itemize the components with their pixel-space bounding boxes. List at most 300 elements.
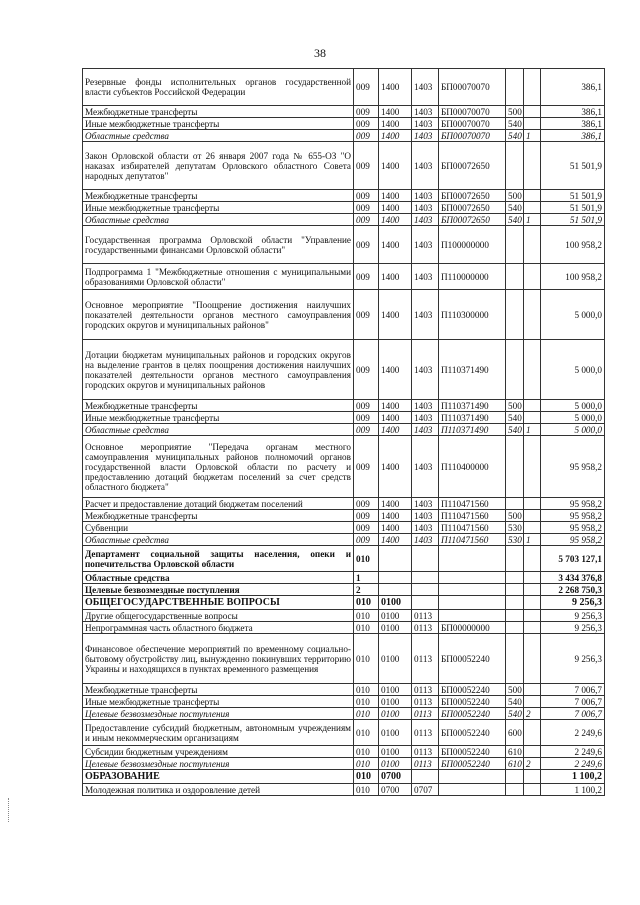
table-row: [83, 400, 605, 412]
row-section: 1400: [379, 290, 412, 340]
row-name: Подпрограмма 1 "Межбюджетные отношения с муниципальными образованиями Орловской области": [83, 264, 354, 290]
row-name: Иные межбюджетные трансферты: [83, 118, 354, 130]
row-section: 1400: [379, 522, 412, 534]
row-target-article: П110371490: [439, 400, 506, 412]
row-subsection: [412, 584, 439, 596]
table-row: [83, 436, 605, 498]
row-subsection: 1403: [412, 130, 439, 142]
row-source: [524, 770, 541, 784]
table-row: [83, 202, 605, 214]
row-amount: 1 100,2: [541, 770, 605, 784]
row-source: [524, 572, 541, 584]
row-section: 0700: [379, 784, 412, 796]
row-expense-type: [506, 226, 524, 264]
row-expense-type: 500: [506, 684, 524, 696]
row-expense-type: 530: [506, 522, 524, 534]
table-row: [83, 684, 605, 696]
table-row: [83, 190, 605, 202]
row-subsection: 0707: [412, 784, 439, 796]
row-source: 1: [524, 130, 541, 142]
row-name: Областные средства: [83, 572, 354, 584]
row-source: [524, 412, 541, 424]
table-row: [83, 106, 605, 118]
table-row: [83, 610, 605, 622]
row-section: 1400: [379, 436, 412, 498]
row-source: [524, 498, 541, 510]
row-target-article: БП00000000: [439, 622, 506, 634]
row-source: [524, 106, 541, 118]
row-target-article: [439, 770, 506, 784]
row-source: [524, 610, 541, 622]
row-target-article: П110300000: [439, 290, 506, 340]
row-source: 2: [524, 758, 541, 770]
row-target-article: [439, 784, 506, 796]
row-section: 0700: [379, 770, 412, 784]
row-amount: 51 501,9: [541, 190, 605, 202]
row-target-article: П110471560: [439, 498, 506, 510]
row-expense-type: 540: [506, 412, 524, 424]
table-row: [83, 424, 605, 436]
row-code: 010: [354, 596, 379, 610]
row-amount: 7 006,7: [541, 696, 605, 708]
table-row: [83, 596, 605, 610]
page-number: 38: [314, 46, 326, 60]
row-target-article: П110371490: [439, 340, 506, 400]
row-amount: 5 000,0: [541, 340, 605, 400]
row-code: 009: [354, 400, 379, 412]
row-section: 1400: [379, 214, 412, 226]
row-amount: 5 000,0: [541, 400, 605, 412]
row-code: 010: [354, 746, 379, 758]
row-section: 0100: [379, 634, 412, 684]
row-target-article: БП00070070: [439, 130, 506, 142]
row-name: Иные межбюджетные трансферты: [83, 202, 354, 214]
row-expense-type: [506, 634, 524, 684]
table-row: [83, 622, 605, 634]
row-section: 0100: [379, 758, 412, 770]
row-subsection: 1403: [412, 142, 439, 190]
row-subsection: 1403: [412, 264, 439, 290]
row-section: 1400: [379, 510, 412, 522]
row-section: 1400: [379, 264, 412, 290]
row-source: 1: [524, 214, 541, 226]
row-amount: 51 501,9: [541, 142, 605, 190]
row-amount: 386,1: [541, 69, 605, 106]
table-row: [83, 572, 605, 584]
row-subsection: 0113: [412, 610, 439, 622]
table-row: [83, 340, 605, 400]
row-section: 1400: [379, 142, 412, 190]
table-row: [83, 634, 605, 684]
row-expense-type: [506, 264, 524, 290]
row-name: Иные межбюджетные трансферты: [83, 696, 354, 708]
table-row: [83, 770, 605, 784]
row-expense-type: 540: [506, 696, 524, 708]
row-section: [379, 584, 412, 596]
row-target-article: БП00052240: [439, 696, 506, 708]
row-target-article: П110471560: [439, 510, 506, 522]
row-section: 1400: [379, 340, 412, 400]
row-name: Закон Орловской области от 26 января 2007 года № 655-ОЗ "О наказах избирателей депутатам Орловского областного Совета народных депутатов": [83, 142, 354, 190]
row-subsection: 0113: [412, 634, 439, 684]
row-section: 1400: [379, 69, 412, 106]
row-source: [524, 118, 541, 130]
row-amount: 2 249,6: [541, 758, 605, 770]
row-subsection: 0113: [412, 696, 439, 708]
row-code: 009: [354, 142, 379, 190]
row-target-article: [439, 546, 506, 572]
margin-mark: [8, 798, 11, 822]
row-name: Областные средства: [83, 130, 354, 142]
row-source: [524, 522, 541, 534]
row-expense-type: [506, 784, 524, 796]
row-code: 010: [354, 758, 379, 770]
row-name: Субвенции: [83, 522, 354, 534]
row-code: 009: [354, 436, 379, 498]
table-row: [83, 226, 605, 264]
row-name: Государственная программа Орловской области "Управление государственными финансами Орловской области": [83, 226, 354, 264]
row-subsection: 1403: [412, 106, 439, 118]
row-source: [524, 226, 541, 264]
row-section: 1400: [379, 106, 412, 118]
row-name: Межбюджетные трансферты: [83, 400, 354, 412]
row-section: 0100: [379, 696, 412, 708]
row-target-article: П110371490: [439, 412, 506, 424]
row-expense-type: [506, 622, 524, 634]
row-subsection: 1403: [412, 510, 439, 522]
row-name: ОБЩЕГОСУДАРСТВЕННЫЕ ВОПРОСЫ: [83, 596, 354, 610]
row-target-article: БП00052240: [439, 708, 506, 720]
row-code: 009: [354, 340, 379, 400]
row-source: [524, 436, 541, 498]
row-expense-type: [506, 142, 524, 190]
row-expense-type: 600: [506, 720, 524, 746]
row-code: 010: [354, 634, 379, 684]
row-section: 0100: [379, 684, 412, 696]
row-section: 1400: [379, 412, 412, 424]
row-expense-type: 500: [506, 106, 524, 118]
row-name: Основное мероприятие "Поощрение достижения наилучших показателей деятельности органов местного самоуправления городских округов и муниципальных районов": [83, 290, 354, 340]
table-row: [83, 746, 605, 758]
row-section: 0100: [379, 746, 412, 758]
row-expense-type: [506, 290, 524, 340]
row-code: 2: [354, 584, 379, 596]
row-source: [524, 546, 541, 572]
row-section: 0100: [379, 596, 412, 610]
row-expense-type: [506, 596, 524, 610]
row-name: Молодежная политика и оздоровление детей: [83, 784, 354, 796]
row-source: [524, 596, 541, 610]
row-amount: 5 000,0: [541, 412, 605, 424]
row-name: Целевые безвозмездные поступления: [83, 584, 354, 596]
row-amount: 51 501,9: [541, 202, 605, 214]
row-expense-type: 540: [506, 214, 524, 226]
row-name: Расчет и предоставление дотаций бюджетам поселений: [83, 498, 354, 510]
row-expense-type: 500: [506, 190, 524, 202]
row-name: Непрограммная часть областного бюджета: [83, 622, 354, 634]
row-section: 0100: [379, 622, 412, 634]
row-expense-type: [506, 498, 524, 510]
row-expense-type: [506, 69, 524, 106]
row-subsection: 1403: [412, 202, 439, 214]
row-subsection: 1403: [412, 290, 439, 340]
row-name: Дотации бюджетам муниципальных районов и городских округов на выделение грантов в целях поощрения достижения наилучших показателей деятельности органов местного самоуправления городских округов и муниципальных районов: [83, 340, 354, 400]
row-subsection: 0113: [412, 746, 439, 758]
row-target-article: БП00070070: [439, 118, 506, 130]
row-target-article: БП00072650: [439, 202, 506, 214]
budget-table: [82, 68, 605, 796]
row-code: 010: [354, 546, 379, 572]
row-name: Департамент социальной защиты населения, опеки и попечительства Орловской области: [83, 546, 354, 572]
row-amount: 95 958,2: [541, 510, 605, 522]
row-name: Межбюджетные трансферты: [83, 190, 354, 202]
row-name: Целевые безвозмездные поступления: [83, 708, 354, 720]
row-amount: 3 434 376,8: [541, 572, 605, 584]
row-section: 1400: [379, 226, 412, 264]
row-code: 009: [354, 190, 379, 202]
row-subsection: 1403: [412, 340, 439, 400]
row-source: 1: [524, 534, 541, 546]
row-expense-type: 500: [506, 400, 524, 412]
table-row: [83, 264, 605, 290]
row-target-article: БП00052240: [439, 758, 506, 770]
row-code: 010: [354, 784, 379, 796]
row-expense-type: 540: [506, 130, 524, 142]
row-target-article: [439, 572, 506, 584]
row-target-article: П110000000: [439, 264, 506, 290]
row-code: 009: [354, 264, 379, 290]
row-name: Другие общегосударственные вопросы: [83, 610, 354, 622]
row-expense-type: [506, 436, 524, 498]
row-section: 0100: [379, 708, 412, 720]
row-subsection: [412, 770, 439, 784]
table-row: [83, 498, 605, 510]
row-code: 010: [354, 720, 379, 746]
row-section: 0100: [379, 610, 412, 622]
row-expense-type: [506, 340, 524, 400]
row-amount: 5 703 127,1: [541, 546, 605, 572]
table-row: [83, 546, 605, 572]
row-source: [524, 290, 541, 340]
row-amount: 100 958,2: [541, 264, 605, 290]
row-subsection: 0113: [412, 622, 439, 634]
row-section: 1400: [379, 424, 412, 436]
row-source: [524, 746, 541, 758]
row-section: 1400: [379, 130, 412, 142]
row-amount: 1 100,2: [541, 784, 605, 796]
row-expense-type: 530: [506, 534, 524, 546]
row-source: [524, 784, 541, 796]
row-source: [524, 69, 541, 106]
row-amount: 9 256,3: [541, 596, 605, 610]
row-amount: 7 006,7: [541, 684, 605, 696]
row-target-article: БП00070070: [439, 69, 506, 106]
row-target-article: П110371490: [439, 424, 506, 436]
row-target-article: БП00072650: [439, 190, 506, 202]
row-code: 009: [354, 69, 379, 106]
row-subsection: 0113: [412, 720, 439, 746]
row-source: [524, 190, 541, 202]
row-name: Областные средства: [83, 214, 354, 226]
row-section: 1400: [379, 400, 412, 412]
row-code: 009: [354, 226, 379, 264]
row-source: [524, 584, 541, 596]
row-expense-type: [506, 770, 524, 784]
row-name: Основное мероприятие "Передача органам местного самоуправления муниципальных районов полномочий органов государственной власти Орловской области по расчету и предоставлению дотаций бюджетам поселений за счет средств областного бюджета": [83, 436, 354, 498]
row-code: 010: [354, 622, 379, 634]
row-source: [524, 510, 541, 522]
row-target-article: БП00052240: [439, 634, 506, 684]
row-name: Резервные фонды исполнительных органов государственной власти субъектов Российской Федерации: [83, 69, 354, 106]
row-code: 009: [354, 130, 379, 142]
row-target-article: [439, 584, 506, 596]
row-amount: 9 256,3: [541, 622, 605, 634]
table-row: [83, 534, 605, 546]
row-target-article: БП00052240: [439, 746, 506, 758]
row-subsection: 1403: [412, 424, 439, 436]
row-target-article: П110471560: [439, 534, 506, 546]
row-name: Иные межбюджетные трансферты: [83, 412, 354, 424]
row-expense-type: [506, 610, 524, 622]
table-row: [83, 758, 605, 770]
row-amount: 9 256,3: [541, 634, 605, 684]
row-amount: 95 958,2: [541, 522, 605, 534]
row-subsection: [412, 596, 439, 610]
row-code: 009: [354, 522, 379, 534]
row-subsection: 1403: [412, 69, 439, 106]
table-row: [83, 720, 605, 746]
row-expense-type: 540: [506, 424, 524, 436]
row-subsection: 0113: [412, 684, 439, 696]
row-expense-type: 540: [506, 118, 524, 130]
row-code: 010: [354, 696, 379, 708]
row-subsection: 1403: [412, 190, 439, 202]
row-amount: 51 501,9: [541, 214, 605, 226]
row-target-article: БП00070070: [439, 106, 506, 118]
row-section: [379, 572, 412, 584]
row-expense-type: [506, 584, 524, 596]
row-source: [524, 142, 541, 190]
row-subsection: 0113: [412, 758, 439, 770]
row-name: Целевые безвозмездные поступления: [83, 758, 354, 770]
row-section: [379, 546, 412, 572]
row-source: [524, 622, 541, 634]
row-target-article: БП00072650: [439, 142, 506, 190]
row-code: 009: [354, 202, 379, 214]
row-subsection: 1403: [412, 214, 439, 226]
row-section: 1400: [379, 190, 412, 202]
row-code: 009: [354, 498, 379, 510]
row-target-article: БП00052240: [439, 720, 506, 746]
row-amount: 95 958,2: [541, 534, 605, 546]
row-source: [524, 340, 541, 400]
row-name: Субсидии бюджетным учреждениям: [83, 746, 354, 758]
row-source: [524, 634, 541, 684]
row-amount: 5 000,0: [541, 290, 605, 340]
row-code: 010: [354, 610, 379, 622]
row-code: 009: [354, 424, 379, 436]
row-subsection: [412, 572, 439, 584]
row-subsection: 1403: [412, 118, 439, 130]
row-source: [524, 400, 541, 412]
row-amount: 7 006,7: [541, 708, 605, 720]
row-target-article: П110400000: [439, 436, 506, 498]
table-row: [83, 412, 605, 424]
row-amount: 2 268 750,3: [541, 584, 605, 596]
row-code: 009: [354, 534, 379, 546]
row-source: [524, 264, 541, 290]
row-expense-type: 500: [506, 510, 524, 522]
row-code: 009: [354, 106, 379, 118]
row-amount: 5 000,0: [541, 424, 605, 436]
row-amount: 95 958,2: [541, 436, 605, 498]
table-row: [83, 696, 605, 708]
row-section: 1400: [379, 202, 412, 214]
row-expense-type: 610: [506, 746, 524, 758]
row-code: 009: [354, 290, 379, 340]
row-name: Межбюджетные трансферты: [83, 510, 354, 522]
row-amount: 9 256,3: [541, 610, 605, 622]
row-section: 0100: [379, 720, 412, 746]
row-expense-type: 540: [506, 708, 524, 720]
row-subsection: [412, 546, 439, 572]
row-subsection: 1403: [412, 436, 439, 498]
row-amount: 386,1: [541, 130, 605, 142]
row-name: Финансовое обеспечение мероприятий по временному социально-бытовому обустройству лиц, вынужденно покинувших территорию Украины и находящихся в пунктах временного размещения: [83, 634, 354, 684]
row-section: 1400: [379, 118, 412, 130]
row-amount: 95 958,2: [541, 498, 605, 510]
row-amount: 2 249,6: [541, 720, 605, 746]
row-subsection: 1403: [412, 226, 439, 264]
table-row: [83, 584, 605, 596]
row-expense-type: [506, 546, 524, 572]
row-code: 009: [354, 214, 379, 226]
row-target-article: [439, 610, 506, 622]
row-source: [524, 684, 541, 696]
row-section: 1400: [379, 498, 412, 510]
row-expense-type: 610: [506, 758, 524, 770]
row-amount: 386,1: [541, 106, 605, 118]
table-row: [83, 69, 605, 106]
row-subsection: 1403: [412, 498, 439, 510]
row-name: Межбюджетные трансферты: [83, 106, 354, 118]
table-row: [83, 784, 605, 796]
row-amount: 386,1: [541, 118, 605, 130]
row-subsection: 0113: [412, 708, 439, 720]
row-name: Предоставление субсидий бюджетным, автономным учреждениям и иным некоммерческим организациям: [83, 720, 354, 746]
row-expense-type: 540: [506, 202, 524, 214]
table-row: [83, 142, 605, 190]
row-code: 010: [354, 770, 379, 784]
table-row: [83, 510, 605, 522]
row-source: [524, 696, 541, 708]
row-code: 010: [354, 684, 379, 696]
row-source: 2: [524, 708, 541, 720]
row-subsection: 1403: [412, 522, 439, 534]
row-subsection: 1403: [412, 412, 439, 424]
row-source: [524, 202, 541, 214]
row-name: Областные средства: [83, 424, 354, 436]
row-amount: 2 249,6: [541, 746, 605, 758]
row-code: 009: [354, 510, 379, 522]
row-code: 009: [354, 412, 379, 424]
row-code: 010: [354, 708, 379, 720]
row-target-article: [439, 596, 506, 610]
row-target-article: П100000000: [439, 226, 506, 264]
table-row: [83, 130, 605, 142]
row-source: 1: [524, 424, 541, 436]
row-amount: 100 958,2: [541, 226, 605, 264]
